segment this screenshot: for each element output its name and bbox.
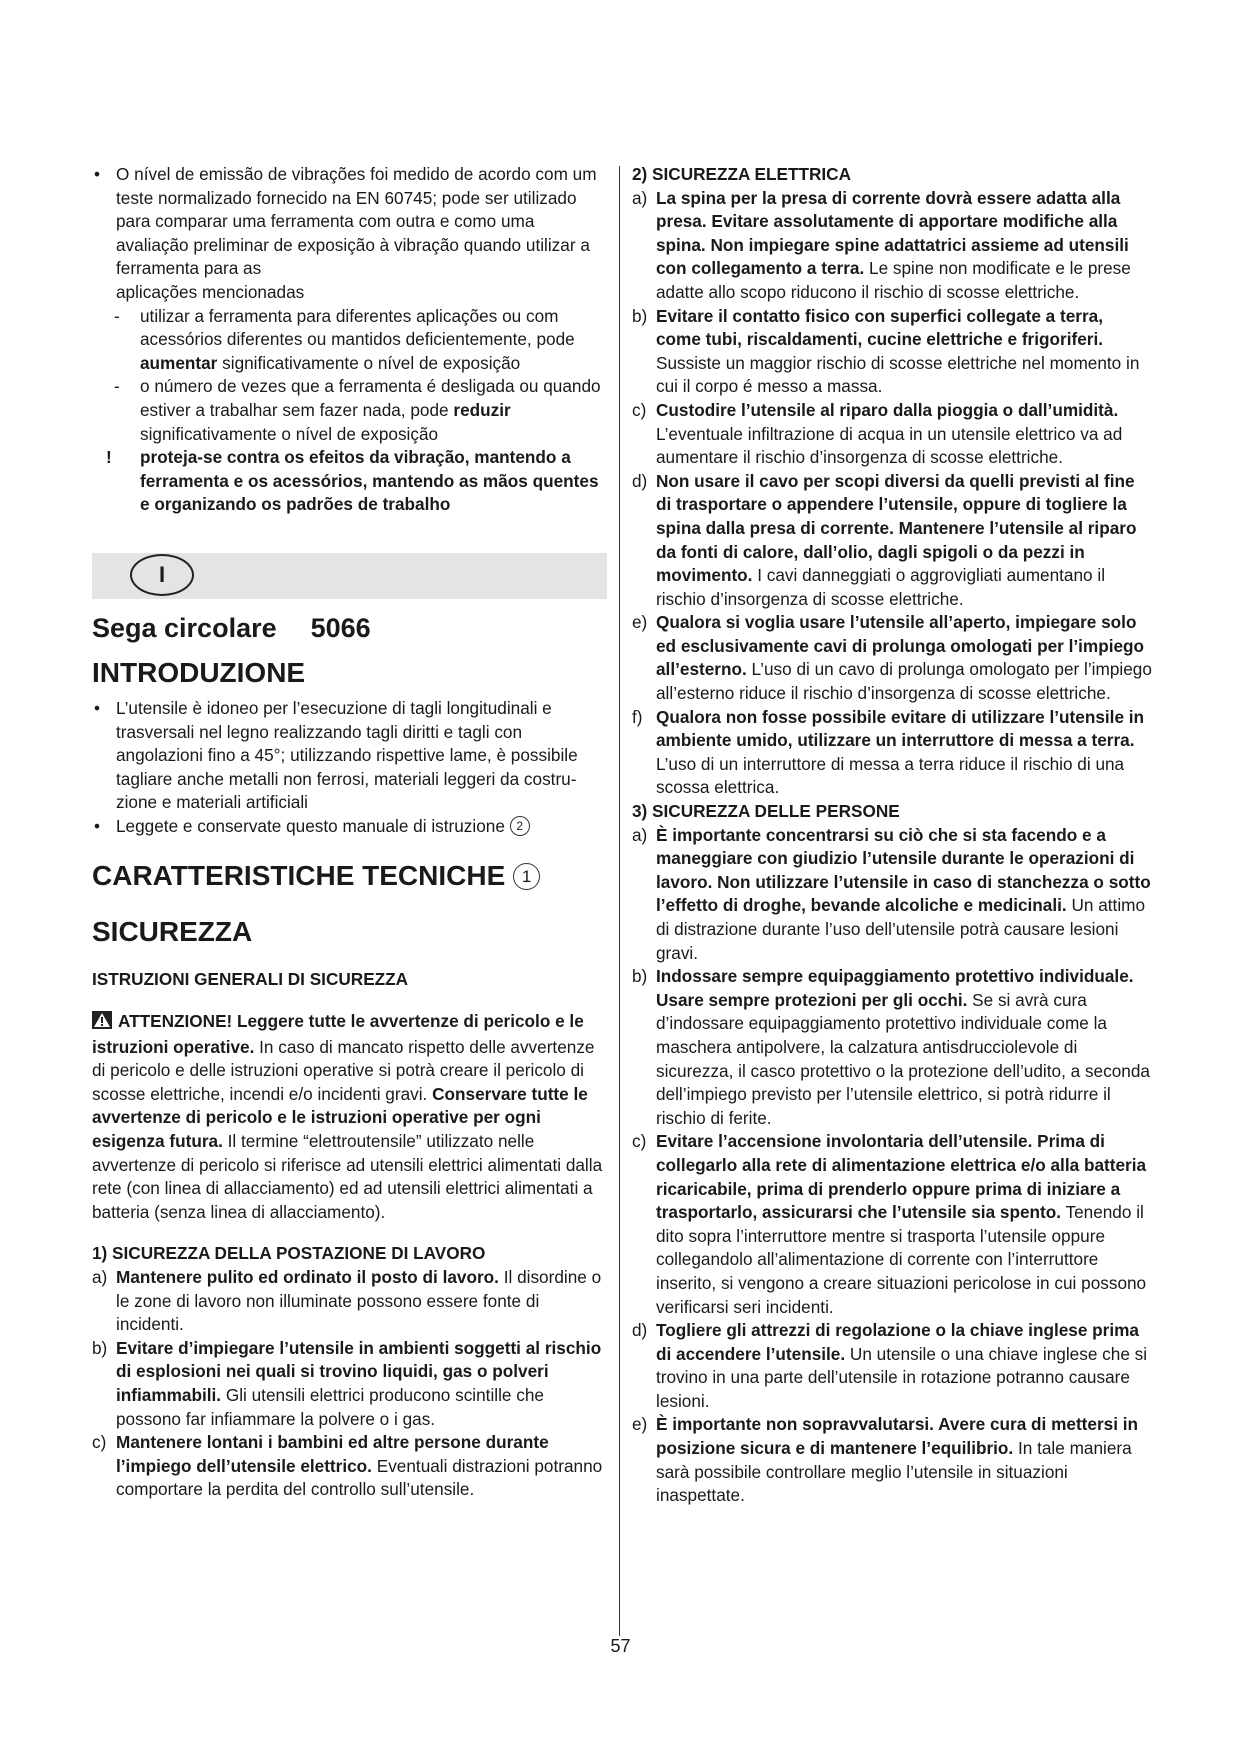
electric-item-a: a) La spina per la presa di corrente dovrà essere adatta alla presa. Evitare assolutamente di apportare modifiche alla spina. Non impiegare spine adattatrici assieme ad utensili con collegamento a terra. Le spine non modificate e le prese adatte allo scopo riducono il rischio di scosse elettriche. (632, 187, 1131, 302)
tech-heading: CARATTERISTICHE TECNICHE 1 (92, 858, 607, 894)
intro-bullet-2: • Leggete e conservate questo manuale di istruzione 2 (92, 815, 607, 839)
persons-item-d: d) Togliere gli attrezzi di regolazione o la chiave inglese prima di accendere l’utensile. Un utensile o una chiave inglese che si trovino in una parte dell’utensile in rotazione potranno causare lesioni. (632, 1320, 1148, 1411)
vibration-bullet: • O nível de emissão de vibrações foi medido de acordo com um teste normalizado fornecido na EN 60745; pode ser utilizado para comparar uma ferramenta com outra e como uma avaliação preliminar de exposição à vibração quando utilizar a ferramenta para as (92, 163, 607, 281)
workplace-item-c: c) Mantenere lontani i bambini ed altre persone durante l’impiego dell’utensile elettrico. Eventuali distrazioni potranno comportare la perdita del controllo sull’utensile. (92, 1432, 603, 1500)
electric-item-d: d) Non usare il cavo per scopi diversi da quelli previsti al fine di trasportare o appendere l’utensile, oppure di togliere la spina dalla presa di corrente. Mantenere l’utensile al riparo da fonti di calore, dall’olio, dagli spigoli o da pezzi in movimento. I cavi danneggiati o aggrovigliati aumentano il rischio d’insorgenza di scosse elettriche. (632, 470, 1137, 609)
electric-item-b: b) Evitare il contatto fisico con superfici collegate a terra, come tubi, riscaldamenti, cucine elettriche e frigoriferi. Sussiste un maggior rischio di scosse elettriche nel momento in cui il corpo é messo a massa. (632, 305, 1140, 397)
right-column (632, 163, 1152, 1508)
warning-triangle-icon (92, 1011, 112, 1036)
persons-item-e: e) È importante non sopravvalutarsi. Avere cura di mettersi in posizione sicura e di mantenere l’equilibrio. In tale maniera sarà possibile controllare meglio l’utensile in situazioni inaspettate. (632, 1414, 1139, 1506)
intro-bullet-1: • L’utensile è idoneo per l’esecuzione di tagli longitudinali e trasversali nel legno realizzando tagli diritti e tagli con angolazioni fino a 45°; utilizzando rispettive lame, è possibile tagliare anche metalli non ferrosi, materiali leggeri da costru-zione e materiali artificiali (92, 697, 607, 815)
persons-heading: 3) SICUREZZA DELLE PERSONE (632, 801, 900, 822)
electric-item-c: c) Custodire l’utensile al riparo dalla pioggia o dall’umidità. L’eventuale infiltrazione di acqua in un utensile elettrico va ad aumentare il rischio d’insorgenza di scosse elettriche. (632, 399, 1123, 468)
persons-item-a: a) È importante concentrarsi su ciò che si sta facendo e a maneggiare con giudizio l’utensile durante le operazioni di lavoro. Non utilizzare l’utensile in caso di stanchezza o sotto l’effetto di droghe, bevande alcoliche e medicinali. Un attimo di distrazione durante l’uso dell’utensile potrà causare lesioni gravi. (632, 824, 1151, 963)
workplace-item-a: a) Mantenere pulito ed ordinato il posto di lavoro. Il disordine o le zone di lavoro non illuminate possono essere fonte di incidenti. (92, 1267, 602, 1335)
vibration-warning: ! proteja-se contra os efeitos da vibração, mantendo a ferramenta e os acessórios, mantendo as mãos quentes e organizando os padrões de trabalho (106, 447, 599, 515)
column-divider (619, 166, 620, 1636)
language-badge: I (130, 554, 194, 596)
figure-ref-1: 1 (513, 863, 540, 890)
page-number: 57 (610, 1636, 631, 1656)
vibration-bullet-cont: aplicações mencionadas (116, 281, 305, 302)
electric-heading: 2) SICUREZZA ELETTRICA (632, 164, 851, 184)
workplace-item-b: b) Evitare d’impiegare l’utensile in ambienti soggetti al rischio di esplosioni nei quali si trovino liquidi, gas o polveri infiammabili. Gli utensili elettrici producono scintille che possono far infiammare la polvere o i gas. (92, 1337, 602, 1429)
persons-item-b: b) Indossare sempre equipaggiamento protettivo individuale. Usare sempre protezioni per gli occhi. Se si avrà cura d’indossare equipaggiamento protettivo individuale come la maschera antipolvere, la calzatura antisdrucciolevole di sicurezza, il casco protettivo o la protezione dell’udito, a seconda dell’impiego previsto per l’utensile elettrico, si potrà ridurre il rischio di ferite. (632, 966, 1150, 1128)
vibration-dash-2: - o número de vezes que a ferramenta é desligada ou quando estiver a trabalhar sem fazer nada, pode reduzir significativamente o nível de exposição (114, 376, 601, 444)
intro-heading: INTRODUZIONE (92, 656, 306, 688)
general-safety-heading: ISTRUZIONI GENERALI DI SICUREZZA (92, 969, 409, 990)
safety-heading: SICUREZZA (92, 916, 253, 948)
left-column (92, 163, 607, 1502)
language-bar (92, 553, 607, 599)
workplace-heading: 1) SICUREZZA DELLA POSTAZIONE DI LAVORO (92, 1243, 486, 1264)
product-title: Sega circolare 5066 (92, 612, 371, 643)
persons-item-c: c) Evitare l’accensione involontaria dell’utensile. Prima di collegarlo alla rete di alimentazione elettrica e/o alla batteria ricaricabile, prima di prenderlo oppure prima di iniziare a trasportarlo, assicurarsi che l’utensile sia spento. Tenendo il dito sopra l’interruttore mentre si trasporta l’utensile oppure collegandolo all’alimentazione di corrente con l’interruttore inserito, si vengono a creare situazioni pericolose in cui possono verificarsi seri incidenti. (632, 1131, 1147, 1317)
electric-item-e: e) Qualora si voglia usare l’utensile all’aperto, impiegare solo ed esclusivamente cavi di prolunga omologati per l’impiego all’esterno. L’uso di un cavo di prolunga omologato per l’impiego all’esterno riduce il rischio d’insorgenza di scosse elettriche. (632, 612, 1152, 704)
figure-ref-2: 2 (510, 816, 530, 836)
general-warning: ATTENZIONE! Leggere tutte le avvertenze di pericolo e le istruzioni operative. In caso di mancato rispetto delle avvertenze di pericolo e delle istruzioni operative si potrà creare il pericolo di scosse elettriche, incendi e/o incidenti gravi. Conservare tutte le avvertenze di pericolo e le istruzioni operative per ogni esigenza futura. Il termine “elettroutensile” utilizzato nelle avvertenze di pericolo si riferisce ad utensili elettrici alimentati dalla rete (con linea di allacciamento) ed ad utensili elettrici alimentati a batteria (senza linea di allacciamento). (92, 1011, 603, 1222)
electric-item-f: f) Qualora non fosse possibile evitare di utilizzare l’utensile in ambiente umido, utilizzare un interruttore di messa a terra. L’uso di un interruttore di messa a terra riduce il rischio di una scossa elettrica. (632, 706, 1145, 798)
vibration-dash-1: - utilizar a ferramenta para diferentes aplicações ou com acessórios diferentes ou mantidos deficientemente, pode aumentar significativamente o nível de exposição (114, 305, 575, 373)
